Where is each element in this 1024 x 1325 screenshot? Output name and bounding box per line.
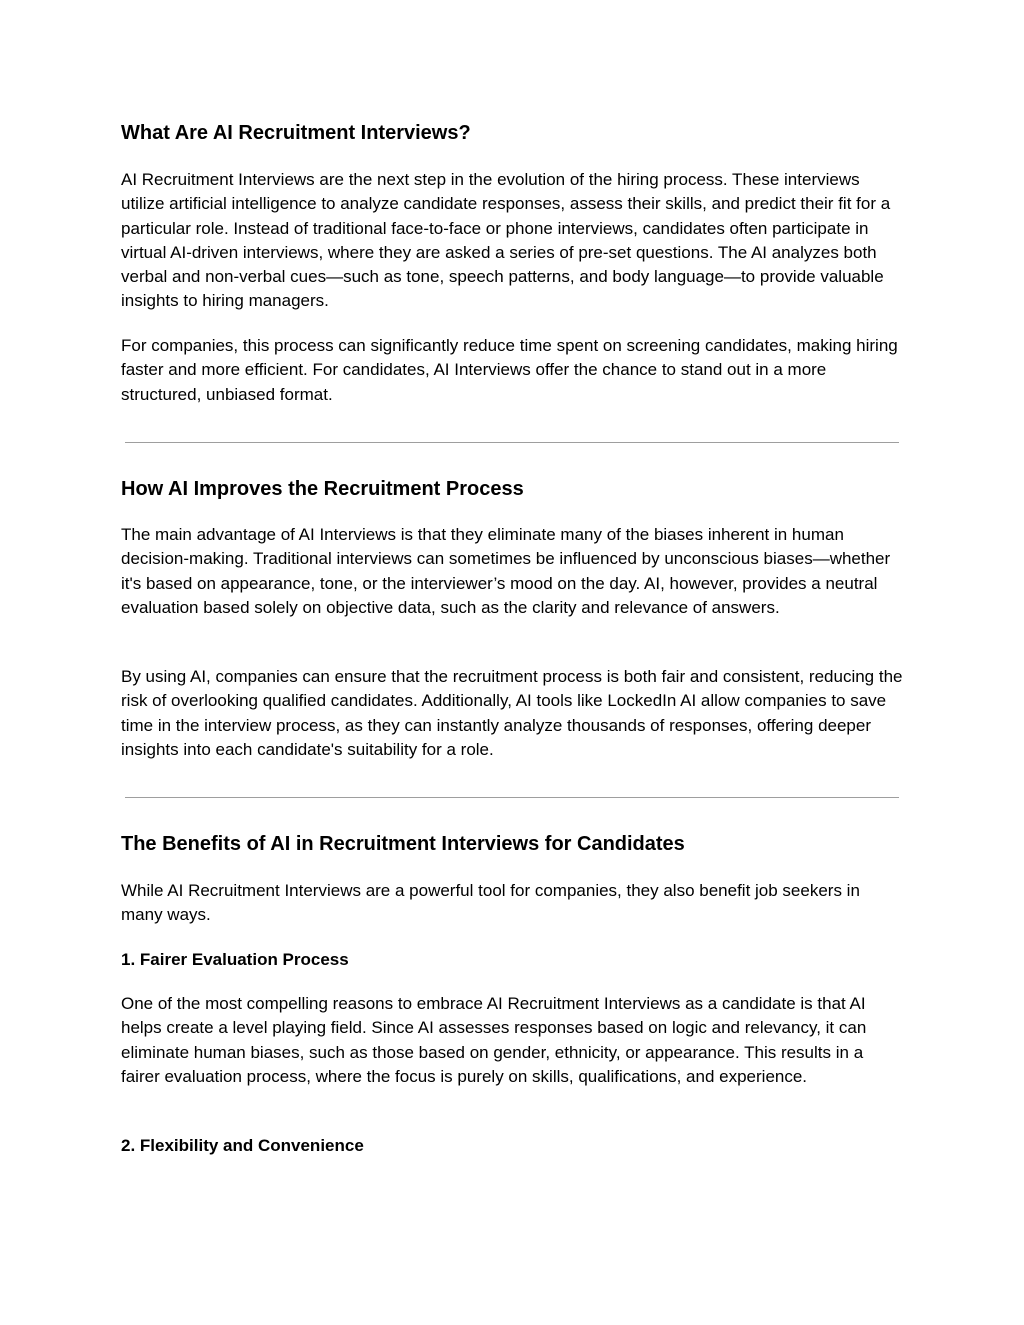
paragraph: By using AI, companies can ensure that the recruitment process is both fair and consistent, reducing the risk of overlooking qualified candidates. Additionally, AI tools like LockedIn AI allow companies to save time in the interview process, as they can instantly analyze thousands of responses, offering deeper insights into each candidate's suitability for a role. <box>121 667 903 759</box>
subsection-heading-fairer-evaluation: 1. Fairer Evaluation Process <box>121 950 349 969</box>
paragraph: AI Recruitment Interviews are the next step in the evolution of the hiring process. These interviews utilize artificial intelligence to analyze candidate responses, assess their skills, and predict their fit for a particular role. Instead of traditional face-to-face or phone interviews, candidates often participate in virtual AI-driven interviews, where they are asked a series of pre-set questions. The AI analyzes both verbal and non-verbal cues—such as tone, speech patterns, and body language—to provide valuable insights to hiring managers. <box>121 170 891 311</box>
paragraph: One of the most compelling reasons to embrace AI Recruitment Interviews as a candidate is that AI helps create a level playing field. Since AI assesses responses based on logic and relevancy, it can eliminate human biases, such as those based on gender, ethnicity, or appearance. This results in a fairer evaluation process, where the focus is purely on skills, qualifications, and experience. <box>121 994 867 1086</box>
paragraph: The main advantage of AI Interviews is that they eliminate many of the biases inherent in human decision-making. Traditional interviews can sometimes be influenced by unconscious biases—whether it's based on appearance, tone, or the interviewer’s mood on the day. AI, however, provides a neutral evaluation based solely on objective data, such as the clarity and relevance of answers. <box>121 525 891 617</box>
section-divider <box>125 797 899 798</box>
paragraph: While AI Recruitment Interviews are a powerful tool for companies, they also benefit job seekers in many ways. <box>121 881 860 925</box>
subsection-heading-flexibility: 2. Flexibility and Convenience <box>121 1136 364 1155</box>
section-heading-how-ai-improves: How AI Improves the Recruitment Process <box>121 478 524 500</box>
section-heading-benefits-for-candidates: The Benefits of AI in Recruitment Interviews for Candidates <box>121 833 685 855</box>
section-divider <box>125 442 899 443</box>
paragraph: For companies, this process can significantly reduce time spent on screening candidates, making hiring faster and more efficient. For candidates, AI Interviews offer the chance to stand out in a more structured, unbiased format. <box>121 336 898 404</box>
section-heading-what-are-ai-recruitment-interviews: What Are AI Recruitment Interviews? <box>121 122 471 144</box>
